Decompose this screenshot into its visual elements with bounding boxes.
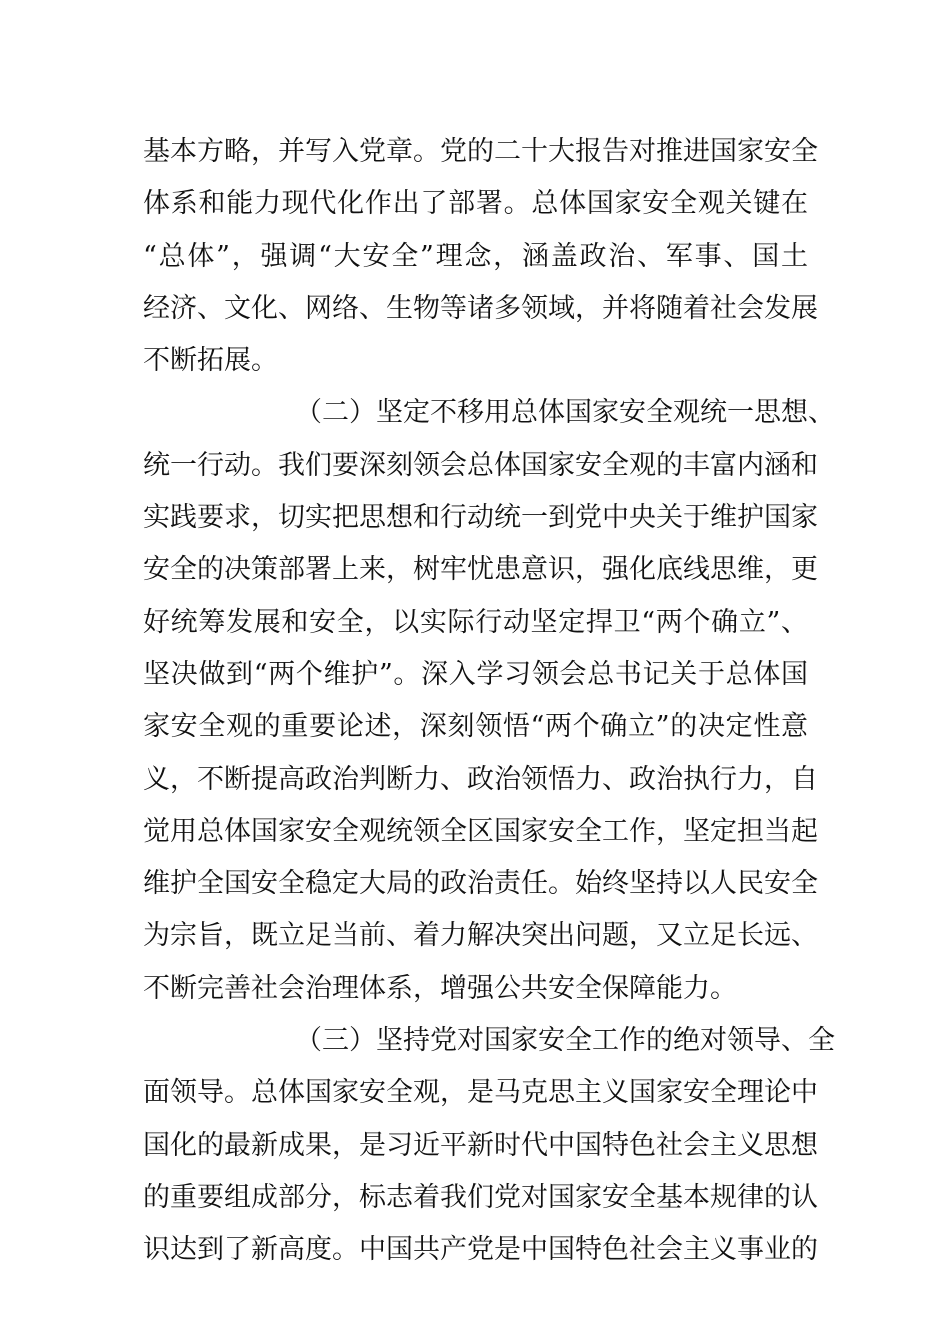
text-line: 统一行动。我们要深刻领会总体国家安全观的丰富内涵和 [143,449,818,481]
text-line: 义，不断提高政治判断力、政治领悟力、政治执行力，自 [143,763,818,795]
text-line: 不断完善社会治理体系，增强公共安全保障能力。 [143,972,737,1004]
text-line: 觉用总体国家安全观统领全区国家安全工作，坚定担当起 [143,815,818,847]
body-text [143,126,835,1277]
text-line: 家安全观的重要论述，深刻领悟“两个确立”的决定性意 [143,711,808,743]
text-line: 坚决做到“两个维护”。深入学习领会总书记关于总体国 [143,658,808,690]
text-line: 实践要求，切实把思想和行动统一到党中央关于维护国家 [143,502,818,534]
text-line: 体系和能力现代化作出了部署。总体国家安全观关键在 [143,188,808,220]
text-line: 维护全国安全稳定大局的政治责任。始终坚持以人民安全 [143,868,818,900]
section-heading-line: （三）坚持党对国家安全工作的绝对领导、全 [295,1025,835,1057]
section-heading-line: （二）坚定不移用总体国家安全观统一思想、 [295,397,835,429]
text-line: 基本方略，并写入党章。党的二十大报告对推进国家安全 [143,136,818,167]
text-line: 安全的决策部署上来，树牢忧患意识，强化底线思维，更 [143,554,818,586]
text-line: 国化的最新成果，是习近平新时代中国特色社会主义思想 [143,1129,818,1161]
text-line: 不断拓展。 [143,345,278,377]
text-line: 识达到了新高度。中国共产党是中国特色社会主义事业的 [143,1234,818,1266]
text-line: 面领导。总体国家安全观，是马克思主义国家安全理论中 [143,1077,818,1109]
text-line: “总体”，强调“大安全”理念，涵盖政治、军事、国土 [143,240,808,272]
text-line: 的重要组成部分，标志着我们党对国家安全基本规律的认 [143,1181,818,1213]
text-line: 为宗旨，既立足当前、着力解决突出问题，又立足长远、 [143,920,818,952]
text-line: 经济、文化、网络、生物等诸多领域，并将随着社会发展 [143,292,818,324]
text-line: 好统筹发展和安全，以实际行动坚定捍卫“两个确立”、 [143,606,808,638]
